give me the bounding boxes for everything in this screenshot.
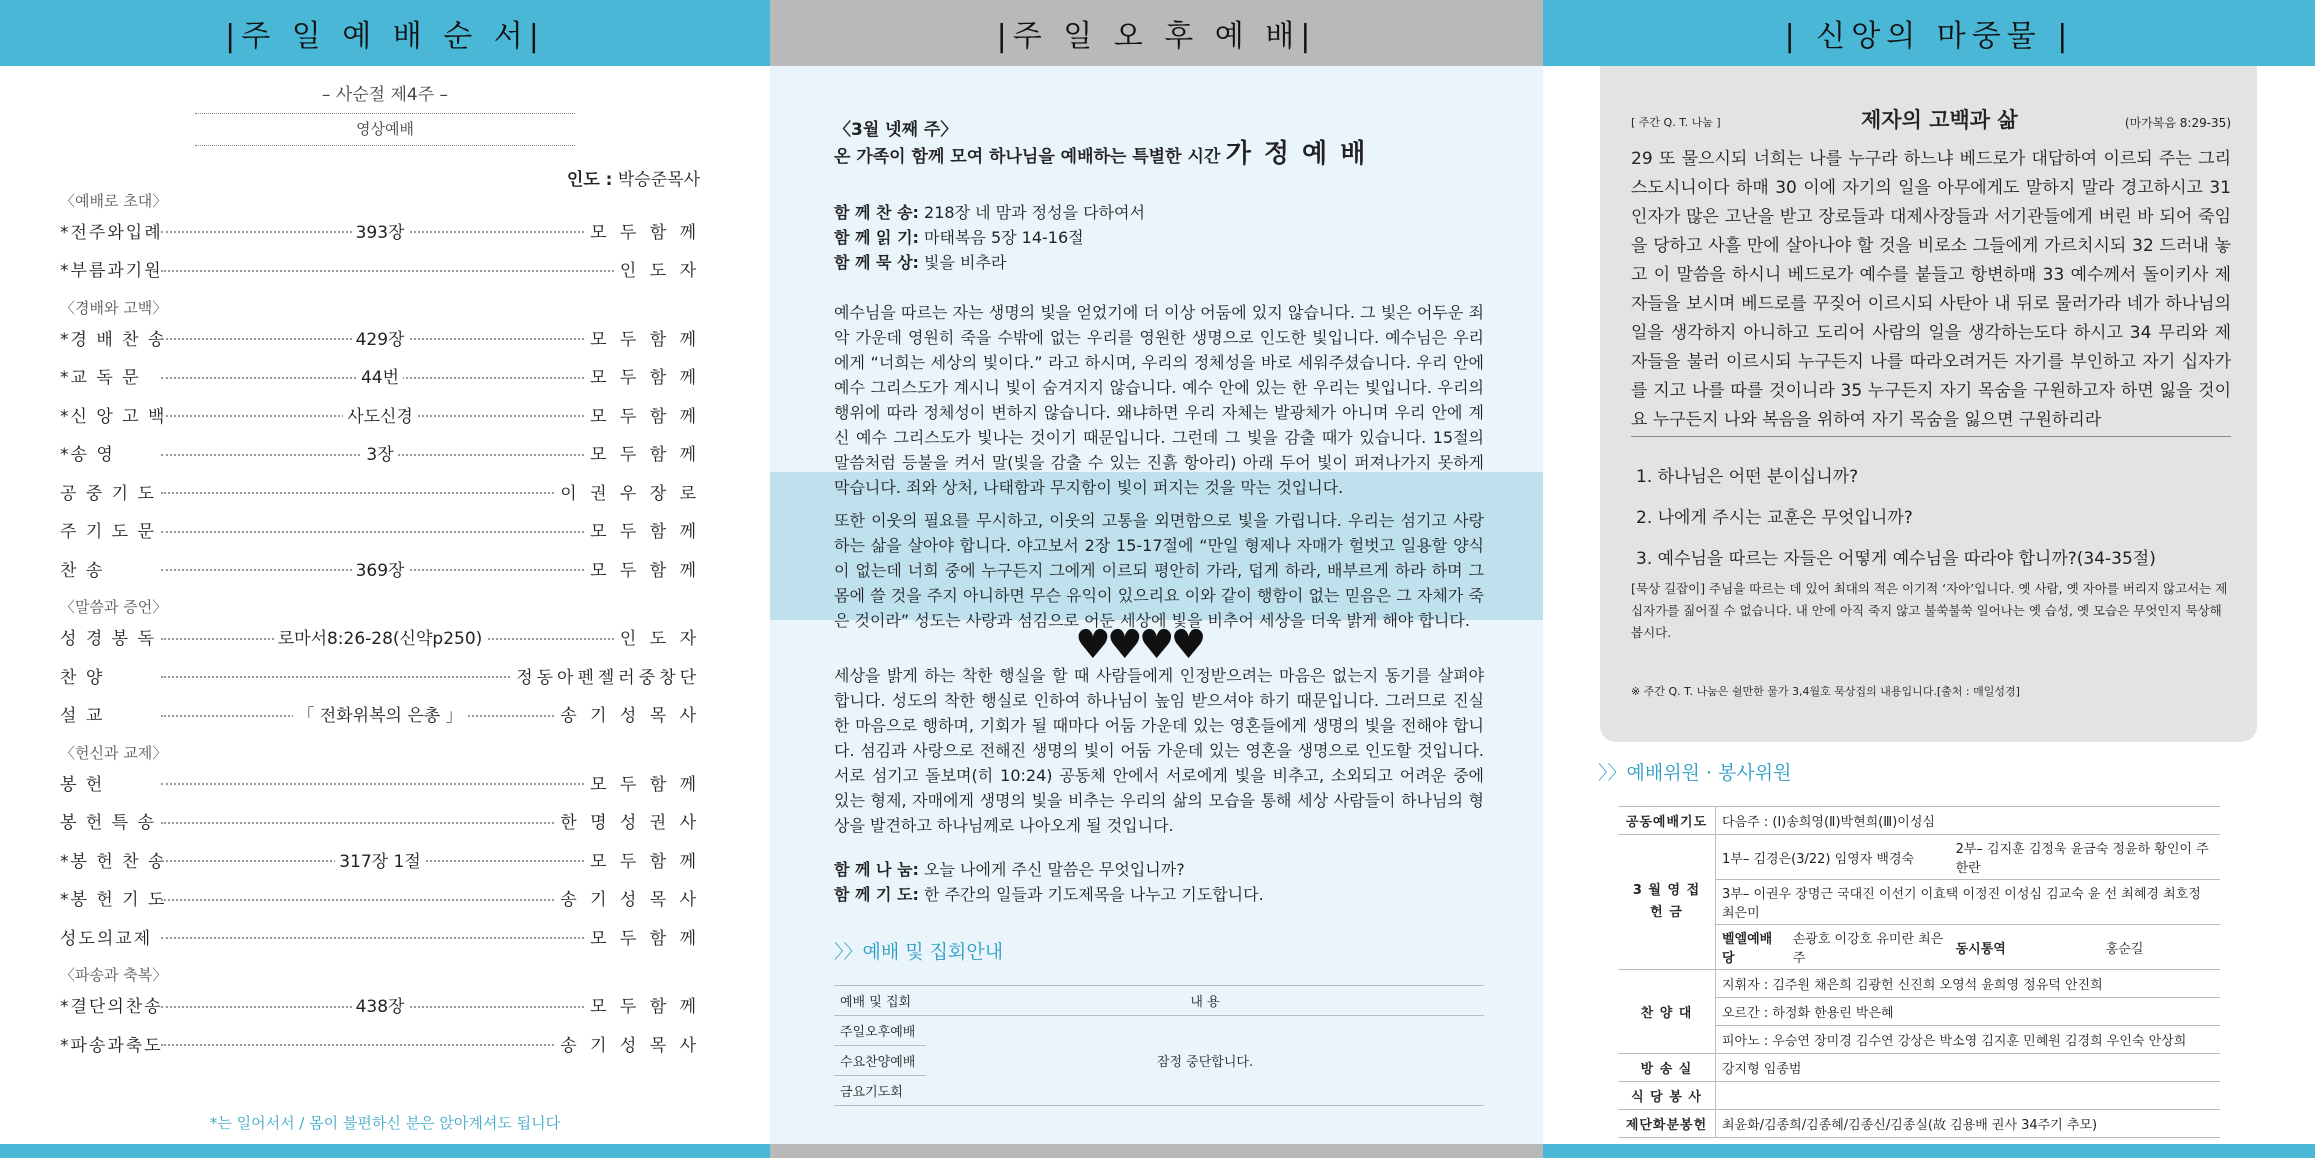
panel-title: | 신앙의 마중물 | — [1543, 0, 2315, 66]
order-item — [60, 476, 700, 506]
order-item-name: *신 앙 고 백 — [60, 406, 167, 427]
order-item-person: 송 기 성 목 사 — [560, 890, 700, 910]
question-1: 1. 하나님은 어떤 분이십니까? — [1636, 467, 1859, 487]
order-item — [60, 515, 700, 545]
family-worship-title: 가 정 예 배 — [1225, 139, 1368, 169]
question-2: 2. 나에게 주시는 교훈은 무엇입니까? — [1636, 508, 1913, 528]
dot-leader — [161, 715, 554, 717]
dot-leader — [161, 415, 584, 417]
schedule-table — [834, 985, 1484, 1106]
order-item-person: 모 두 함 께 — [590, 329, 700, 350]
reading-line: 함 께 읽 기: 마태복음 5장 14-16절 — [834, 228, 1084, 247]
order-item-name: *경 배 찬 송 — [60, 329, 167, 350]
order-item-name: 설 교 — [60, 706, 105, 726]
order-item-person: 이 권 우 장 로 — [560, 483, 700, 504]
order-item-detail: 3장 — [362, 445, 397, 465]
order-item-person: 모 두 함 께 — [590, 997, 700, 1017]
qt-scripture: 29 또 물으시되 너희는 나를 누구라 하느냐 베드로가 대답하여 이르되 주는 그리스도시니이다 하매 30 이에 자기의 일을 아무에게도 말하지 말라 경고하시고 31 인자가 많은 고난을 받고 장로들과 대제사장들과 서기관들에게 버린 바 되어 죽임을 당하고 사흘 만에 살아나야 할 것을 비로소 그들에게 가르치시되 32 드러내 놓고 이 말씀을 하시니 베드로가 예수를 붙들고 항변하매 33 예수께서 돌이키사 제자들을 보시며 베드로를 꾸짖어 이르시되 사탄아 내 뒤로 물러가라 네가 하나님의 일을 생각하지 아니하고 도리어 사람의 일을 생각하는도다 하시고 34 무리와 제자들을 불러 이르시되 누구든지 나를 따라오려거든 자기를 부인하고 자기 십자가를 지고 나를 따를 것이니라 35 누구든지 자기 목숨을 구원하고자 하면 잃을 것이요 누구든지 나와 복음을 위하여 자기 목숨을 잃으면 구원하리라 — [1631, 149, 2231, 430]
dot-leader — [161, 231, 584, 233]
order-item — [60, 399, 700, 429]
order-item-person: 모 두 함 께 — [590, 222, 700, 243]
dot-leader — [161, 454, 584, 456]
dot-leader — [161, 822, 554, 824]
order-item-name: *봉 헌 기 도 — [60, 890, 167, 910]
standing-note: *는 일어서서 / 몸이 불편하신 분은 앉아계셔도 됩니다 — [209, 1114, 561, 1132]
order-item — [60, 553, 700, 583]
order-item — [60, 622, 700, 652]
footer-bar — [0, 1144, 770, 1158]
qt-tag: [ 주간 Q. T. 나눔 ] — [1631, 116, 1721, 129]
dot-leader — [161, 492, 554, 494]
intro-line: 온 가족이 함께 모여 하나님을 예배하는 특별한 시간 가 정 예 배 — [834, 139, 1368, 169]
dot-leader — [161, 569, 584, 571]
order-item-name: 찬 양 — [60, 667, 105, 688]
order-item-name: *교 독 문 — [60, 368, 141, 388]
order-item-person: 송 기 성 목 사 — [560, 1035, 700, 1056]
order-item-detail — [376, 926, 384, 946]
dot-leader — [161, 1044, 554, 1046]
order-item-person: 모 두 함 께 — [590, 406, 700, 427]
dot-leader — [161, 531, 584, 533]
paragraph-1: 예수님을 따르는 자는 생명의 빛을 얻었기에 더 이상 어둠에 있지 않습니다. 그 빛은 어두운 죄악 가운데 영원히 죽을 수밖에 없는 우리를 영원한 생명으로 인도한 빛입니다. 예수님은 우리에게 “너희는 세상의 빛이다.” 라고 하시며, 우리의 정체성을 바로 세워주셨습니다. 우리 안에 예수 그리스도가 계시니 빛이 숨겨지지 않습니다. 예수 안에 있는 한 우리는 빛입니다. 우리의 행위에 따라 정체성이 변하지 않습니다. 왜냐하면 우리 자체는 발광체가 아니며 우리 안에 계신 예수 그리스도가 빛나는 것이기 때문입니다. 그런데 그 빛을 감출 때가 있습니다. 15절의 말씀처럼 등불을 켜서 말(빛을 감출 수 있는 진흙 항아리) 아래 두어 빛이 퍼져나가지 못하게 막습니다. 죄와 상처, 나태함과 무지함이 빛이 퍼지는 것을 막는 것입니다. — [834, 303, 1484, 497]
order-item-detail: 317장 1절 — [335, 852, 425, 872]
afternoon-worship-panel — [770, 0, 1543, 1158]
order-item — [60, 322, 700, 352]
order-item-person: 모 두 함 께 — [590, 851, 700, 872]
footer-bar — [1543, 1144, 2315, 1158]
order-item-detail: 사도신경 — [343, 407, 417, 427]
order-item-detail — [376, 665, 384, 685]
order-item-name: 성도의교제 — [60, 928, 153, 949]
order-item-detail — [376, 811, 384, 831]
order-item-detail: 429장 — [352, 330, 409, 350]
order-item-name: 공 중 기 도 — [60, 483, 156, 504]
season-label: – 사순절 제4주 – — [195, 80, 575, 114]
order-item-person: 인 도 자 — [619, 261, 700, 281]
order-item-name: 봉 헌 특 송 — [60, 813, 156, 833]
footer-bar — [770, 1144, 1543, 1158]
order-item-detail: 369장 — [352, 561, 409, 581]
dot-leader — [161, 338, 584, 340]
order-item-detail — [376, 481, 384, 501]
schedule-col-content: 내 용 — [926, 986, 1484, 1016]
order-item-name: *송 영 — [60, 445, 115, 465]
question-3: 3. 예수님을 따르는 자들은 어떻게 예수님을 따라야 합니까?(34-35절) — [1636, 549, 2156, 569]
qt-header — [1631, 104, 2231, 134]
order-item — [60, 806, 700, 836]
order-item — [60, 767, 700, 797]
schedule-col-label: 예배 및 집회 — [834, 986, 926, 1016]
order-item-person: 모 두 함 께 — [590, 928, 700, 949]
order-item-person: 인 도 자 — [619, 629, 700, 649]
order-item — [60, 361, 700, 391]
schedule-row: 금요기도회 — [834, 1076, 926, 1106]
order-item — [60, 844, 700, 874]
volunteers-table: 공동예배기도 다음주 : (Ⅰ)송희영(Ⅱ)박현희(Ⅲ)이성심 3 월 영 접 헌 금 1부– 김경은(3/22) 임영자 백경숙 2부– 김지훈 김정욱 윤금숙 정윤하 황인이 주한란 3부– 이권우 장명근 국대진 이선기 이효택 이정진 이성심 김교숙 윤 선 최혜경 최호정 최은미 벨엘예배당 손광호 이강호 유미란 최은주 동시통역 홍순길 찬 양 대 지휘자 : 김주원 채은희 김광헌 신진희 오영석 윤희영 정유덕 안진희 오르간 : 하정화 한용린 박은혜 피아노 : 우승연 장미경 김수연 강상은 박소영 김지훈 민혜원 김경희 우인숙 안상희 방 송 실 강지형 임종범 식 당 봉 사 제단화분봉헌 최윤화/김종희/김종혜/김종신/김종실(故 김용배 권사 34주기 추모) — [1618, 806, 2220, 1138]
order-item-person: 모 두 함 께 — [590, 445, 700, 465]
qt-reference: (마가복음 8:29-35) — [2124, 116, 2231, 130]
section-heading: 〈말씀과 증언〉 — [60, 598, 168, 616]
order-item-name: *결단의찬송 — [60, 997, 163, 1017]
order-item-detail: 로마서8:26-28(신약p250) — [274, 629, 487, 649]
order-item-person: 모 두 함 께 — [590, 774, 700, 795]
dot-leader — [161, 1006, 584, 1008]
order-item-person: 정동아펜젤러중창단 — [516, 667, 700, 688]
order-item-detail — [376, 772, 384, 792]
order-item-detail: 「 전화위복의 은총 」 — [293, 706, 466, 726]
order-item-person: 모 두 함 께 — [590, 368, 700, 388]
faith-panel — [1543, 0, 2315, 1158]
section-heading: 〈파송과 축복〉 — [60, 966, 168, 984]
qt-source-note: ※ 주간 Q. T. 나눔은 쉴만한 물가 3,4월호 묵상집의 내용입니다.[출처 : 매일성경] — [1631, 685, 2020, 698]
order-item-person: 모 두 함 께 — [590, 522, 700, 542]
leader-name: 박승준목사 — [617, 170, 700, 190]
divider — [1631, 436, 2231, 437]
order-item-name: 봉 헌 — [60, 774, 105, 795]
leader-label: 인도 : — [566, 170, 613, 190]
panel-title: |주 일 오 후 예 배| — [770, 0, 1543, 66]
section-heading: 〈헌신과 교제〉 — [60, 743, 168, 762]
schedule-row: 주일오후예배 — [834, 1016, 926, 1046]
dot-leader — [161, 783, 584, 785]
order-item-detail — [376, 520, 384, 540]
week-label: 〈3월 넷째 주〉 — [834, 120, 958, 140]
order-item — [60, 883, 700, 913]
volunteers-heading: 〉〉예배위원 · 봉사위원 — [1598, 762, 1792, 784]
order-item-name: *파송과축도 — [60, 1035, 163, 1056]
order-item-name: 성 경 봉 독 — [60, 629, 156, 649]
order-item — [60, 699, 700, 729]
order-item — [60, 215, 700, 245]
order-item — [60, 990, 700, 1020]
order-item-detail — [376, 888, 384, 908]
worship-order-panel — [0, 0, 770, 1158]
meditation-guide: [묵상 길잡이] 주님을 따르는 데 있어 최대의 적은 이기적 ‘자아’입니다. 옛 사람, 옛 자아를 버리지 않고서는 제 십자가를 짊어질 수 없습니다. 내 안에 아직 죽지 않고 불쑥불쑥 일어나는 옛 습성, 옛 모습은 무엇인지 묵상해 봅시다. — [1631, 581, 2228, 640]
order-item — [60, 660, 700, 690]
dot-leader — [161, 860, 584, 862]
order-item — [60, 921, 700, 951]
qt-title: 제자의 고백과 삶 — [1861, 108, 2018, 132]
service-type: 영상예배 — [195, 118, 575, 146]
paragraph-2: 또한 이웃의 필요를 무시하고, 이웃의 고통을 외면함으로 빛을 가립니다. 우리는 섬기고 사랑하는 삶을 살아야 합니다. 야고보서 2장 15-17절에 “만일 형제나 자매가 헐벗고 일용할 양식이 없는데 너희 중에 누구든지 그에게 이르되 평안히 가라, 덥게 하라, 배부르게 하라 하며 그 몸에 쓸 것을 주지 아니하면 무슨 유익이 있으리요 이와 같이 행함이 없는 믿음은 그 자체가 죽은 것이라” 성도는 사랑과 섬김으로 어둔 세상에 빛을 비추어 세상을 더욱 밝게 해야 합니다. — [834, 511, 1484, 630]
order-item — [60, 254, 700, 284]
order-item — [60, 438, 700, 468]
order-item-detail: 438장 — [352, 997, 409, 1017]
hearts-decoration: ♥♥♥♥ — [1075, 622, 1203, 668]
paragraph-3: 세상을 밝게 하는 착한 행실을 할 때 사람들에게 인정받으려는 마음은 없는지 동기를 살펴야 합니다. 성도의 착한 행실로 인하여 하나님이 높임 받으셔야 하기 때문입니다. 그러므로 진실한 마음으로 행하며, 기회가 될 때마다 어둠 가운데 있는 영혼들에게 생명의 빛을 전해야 합니다. 섬김과 사랑으로 전해진 생명의 빛이 어둠 가운데 있는 영혼을 생명으로 인도할 것입니다. 서로 섬기고 돌보며(히 10:24) 공동체 안에서 서로에게 빛을 비추고, 소외되고 어려운 중에 있는 형제, 자매에게 생명의 빛을 비추는 우리의 삶의 모습을 통해 세상 사람들이 하나님의 형상을 발견하고 하나님께로 나아오게 될 것입니다. — [834, 666, 1484, 835]
order-item-name: 주 기 도 문 — [60, 522, 156, 542]
order-item — [60, 1028, 700, 1058]
order-item-person: 송 기 성 목 사 — [560, 706, 700, 726]
dot-leader — [161, 377, 584, 379]
schedule-row: 수요찬양예배 — [834, 1046, 926, 1076]
dot-leader — [161, 899, 554, 901]
dot-leader — [161, 937, 584, 939]
dot-leader — [161, 270, 614, 272]
section-heading: 〈예배로 초대〉 — [60, 191, 168, 210]
order-item-person: 모 두 함 께 — [590, 560, 700, 581]
order-item-name: *봉 헌 찬 송 — [60, 851, 167, 872]
order-item-name: *부름과기원 — [60, 261, 163, 281]
hymn-line: 함 께 찬 송: 218장 네 맘과 정성을 다하여서 — [834, 203, 1145, 222]
order-item-detail — [376, 259, 384, 279]
meditation-line: 함 께 묵 상: 빛을 비추라 — [834, 253, 1007, 272]
section-heading: 〈경배와 고백〉 — [60, 298, 168, 317]
schedule-content: 잠정 중단합니다. — [926, 1016, 1484, 1106]
order-item-name: *전주와입례 — [60, 222, 163, 243]
schedule-heading: 〉〉예배 및 집회안내 — [834, 941, 1004, 963]
panel-title: |주 일 예 배 순 서| — [0, 0, 770, 66]
dot-leader — [161, 638, 614, 640]
prayer-line: 함 께 기 도: 한 주간의 일들과 기도제목을 나누고 기도합니다. — [834, 885, 1264, 904]
order-item-person: 한 명 성 권 사 — [560, 813, 700, 833]
order-item-detail: 44번 — [357, 368, 403, 388]
order-item-name: 찬 송 — [60, 560, 105, 581]
order-item-detail — [376, 1033, 384, 1053]
dot-leader — [161, 676, 510, 678]
share-line: 함 께 나 눔: 오늘 나에게 주신 말씀은 무엇입니까? — [834, 860, 1185, 879]
order-item-detail: 393장 — [352, 223, 409, 243]
